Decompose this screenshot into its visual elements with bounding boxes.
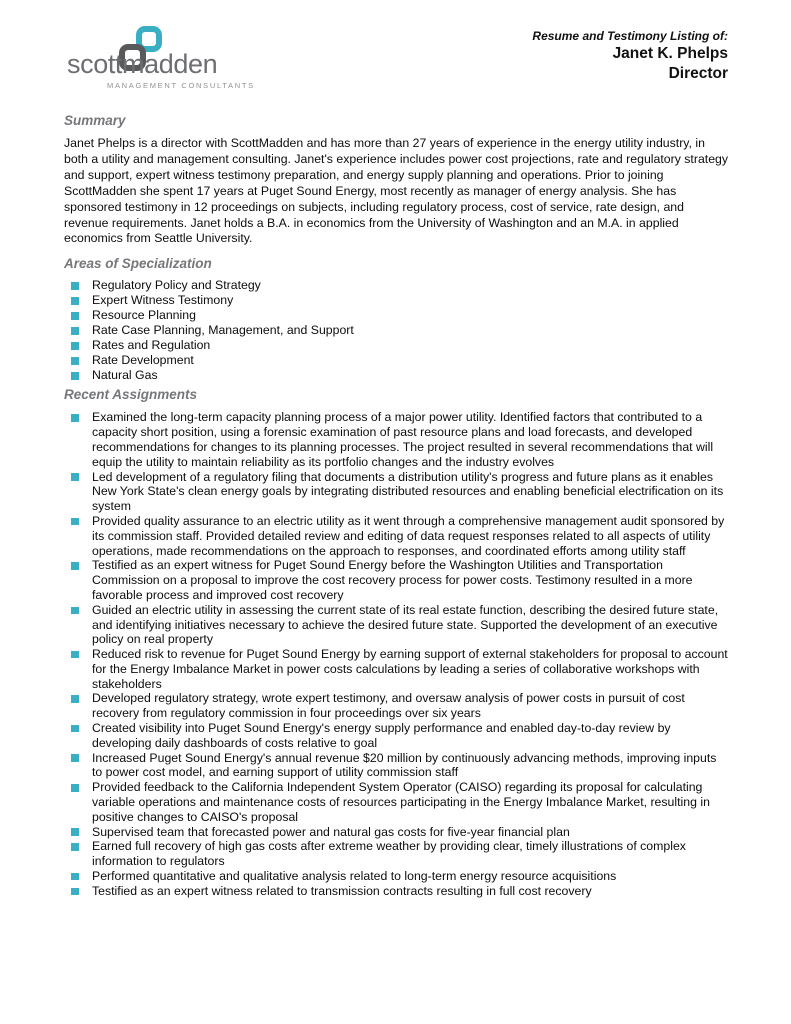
specialization-list-item [64,338,730,353]
bullet-square-icon [71,282,79,290]
list-item-text: Created visibility into Puget Sound Energy's energy supply performance and enabled day-to-day review by developing daily dashboards of costs relative to goal [92,721,671,750]
logo-tagline: MANAGEMENT CONSULTANTS [107,81,255,90]
bullet-square-icon [71,843,79,851]
bullet-square-icon [71,342,79,350]
bullet-square-icon [71,828,79,836]
list-item-text: Performed quantitative and qualitative analysis related to long-term energy resource acquisitions [92,869,617,884]
bullet-square-icon [71,297,79,305]
list-item-text: Increased Puget Sound Energy's annual revenue $20 million by continuously advancing methods, improving inputs to power cost model, and earning support of utility commission staff [92,750,717,780]
person-title: Director [668,65,728,82]
assignment-list-item [64,514,730,558]
resume-body [64,113,730,899]
bullet-square-icon [71,562,79,570]
specialization-list-item [64,278,730,293]
specialization-list-item [64,323,730,338]
assignment-list-item [64,721,730,751]
assignment-list-item [64,751,730,781]
list-item-text: Provided feedback to the California Independent System Operator (CAISO) regarding its proposal for calculating variable operations and maintenance costs of resources participating in the Energy Imbalance Market, resulting in positive changes to CAISO's proposal [92,780,710,824]
bullet-square-icon [71,607,79,615]
list-item-text: Regulatory Policy and Strategy [92,278,261,293]
bullet-square-icon [71,873,79,881]
listing-label: Resume and Testimony Listing of: [532,29,728,43]
specialization-list [64,278,730,383]
scottmadden-logo [64,24,264,96]
specialization-list-item [64,308,730,323]
list-item-text: Testified as an expert witness for Puget Sound Energy before the Washington Utilities and Transportation Commission on a proposal to improve the cost recovery process for power costs. Testimony resulted in a more favorable process and improved cost recovery [92,558,693,602]
list-item-text: Expert Witness Testimony [92,293,234,308]
bullet-square-icon [71,473,79,481]
bullet-square-icon [71,312,79,320]
summary-paragraph: Janet Phelps is a director with ScottMadden and has more than 27 years of experience in the energy utility industry, in both a utility and management consulting. Janet's experience includes power cost projections, rate and regulatory strategy and support, expert witness testimony preparation, and energy supply planning and operations. Prior to joining ScottMadden she spent 17 years at Puget Sound Energy, most recently as manager of energy analysis. She has sponsored testimony in 12 proceedings on subjects, including regulatory process, cost of service, rate design, and revenue requirements. Janet holds a B.A. in economics from the University of Washington and an M.A. in applied economics from Seattle University. [64,136,729,246]
assignment-list-item [64,780,730,824]
assignment-list-item [64,825,730,840]
logo-wordmark: scottmadden [67,49,218,79]
list-item-text: Provided quality assurance to an electric utility as it went through a comprehensive management audit sponsored by its commission staff. Provided detailed review and editing of data request responses related to all aspects of utility operations, made recommendations on the approach to responses, and coordinated efforts among utility staff [92,513,725,558]
specialization-list-item [64,368,730,383]
bullet-square-icon [71,372,79,380]
list-item-text: Earned full recovery of high gas costs after extreme weather by providing clear, timely illustrations of complex information to regulators [92,839,686,869]
list-item-text: Supervised team that forecasted power and natural gas costs for five-year financial plan [92,824,570,839]
assignment-list-item [64,884,730,899]
assignment-list-item [64,603,730,647]
list-item-text: Developed regulatory strategy, wrote expert testimony, and oversaw analysis of power costs in pursuit of cost recovery from regulatory commission in four proceedings over six years [92,691,685,721]
bullet-square-icon [71,695,79,703]
listing-title-block [532,29,728,84]
specialization-list-item [64,353,730,368]
bullet-square-icon [71,754,79,762]
assignment-list-item [64,691,730,721]
list-item-text: Reduced risk to revenue for Puget Sound Energy by earning support of external stakeholders for proposal to account for the Energy Imbalance Market in power costs calculations by leading a series of collaborative workshops with stakeholders [92,647,728,691]
bullet-square-icon [71,414,79,422]
bullet-square-icon [71,518,79,526]
specialization-heading: Areas of Specialization [64,256,212,272]
bullet-square-icon [71,651,79,659]
bullet-square-icon [71,784,79,792]
list-item-text: Natural Gas [92,368,158,383]
assignment-list-item [64,410,730,469]
bullet-square-icon [71,327,79,335]
assignment-list-item [64,558,730,602]
assignment-list-item [64,869,730,884]
assignments-list [64,410,730,898]
list-item-text: Rates and Regulation [92,338,211,353]
list-item-text: Rate Development [92,353,194,368]
assignment-list-item [64,470,730,514]
list-item-text: Guided an electric utility in assessing the current state of its real estate function, describing the desired future state, and identifying initiatives necessary to achieve the desired future state. Supported the development of an executive policy on real property [92,602,719,647]
assignment-list-item [64,839,730,869]
assignments-heading: Recent Assignments [64,387,198,403]
list-item-text: Testified as an expert witness related to transmission contracts resulting in full cost recovery [92,883,592,898]
list-item-text: Rate Case Planning, Management, and Support [92,323,354,338]
bullet-square-icon [71,888,79,896]
list-item-text: Resource Planning [92,308,196,323]
list-item-text: Examined the long-term capacity planning process of a major power utility. Identified factors that contributed to a capacity short position, using a forensic examination of past resource plans and load forecasts, and developed recommendations for changes to its planning processes. The project resulted in several recommendations that will equip the utility to maintain reliability as its portfolio changes and the industry evolves [92,410,714,469]
summary-heading: Summary [64,113,126,128]
bullet-square-icon [71,725,79,733]
specialization-list-item [64,293,730,308]
person-name: Janet K. Phelps [612,45,728,62]
bullet-square-icon [71,357,79,365]
assignment-list-item [64,647,730,691]
list-item-text: Led development of a regulatory filing that documents a distribution utility's progress and future plans as it enables New York State's clean energy goals by integrating distributed resources and enabling beneficial electrification on its system [92,469,724,514]
